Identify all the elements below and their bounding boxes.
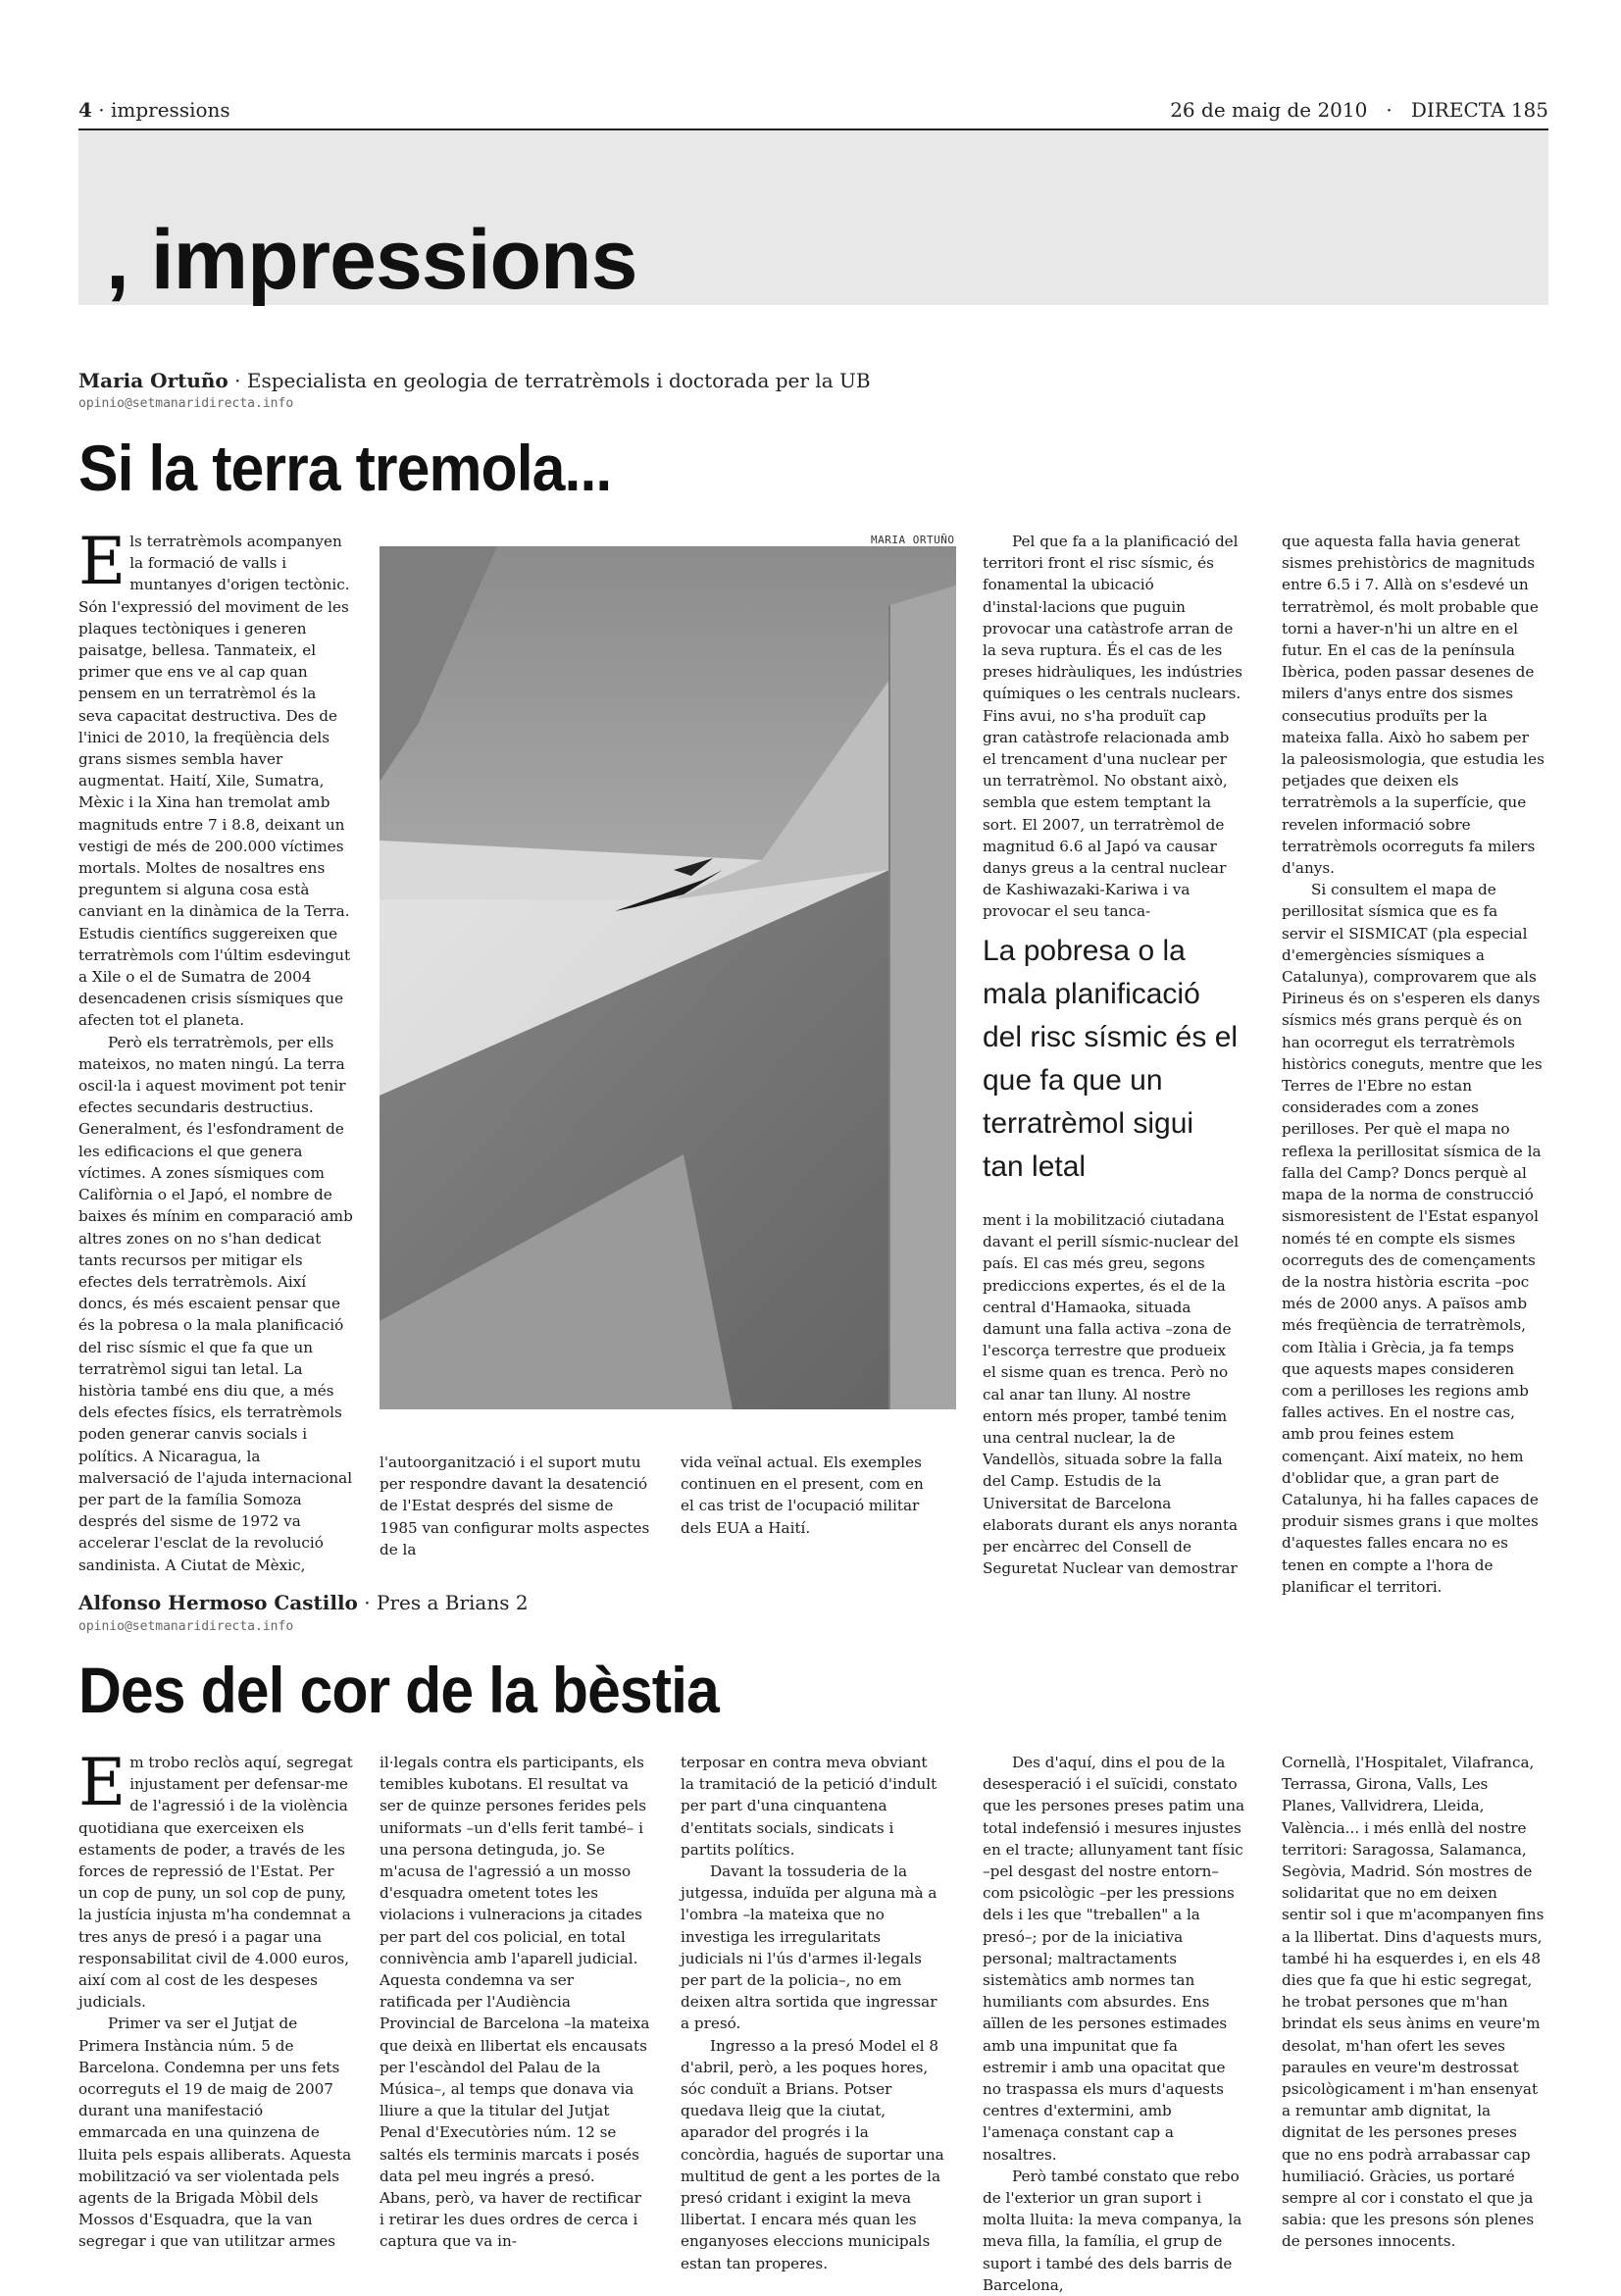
running-header-right — [1170, 98, 1548, 122]
article2-col4-paragraph-2: Però també constato que rebo de l'exterior un gran suport i molta lluita: la meva companya, la meva filla, la família, el grup de suport i també des dels barris de Barcelona, — [983, 2167, 1242, 2294]
running-header-left — [78, 98, 230, 122]
article1-author-role: Especialista en geologia de terratrèmols i doctorada per la UB — [246, 369, 871, 392]
article2-col4-paragraph-1: Des d'aquí, dins el pou de la desesperació i el suïcidi, constato que les persones preses patim una total indefensió i mesures injustes en el tracte; allunyament tant físic –pel desgast del nostre entorn– com psicològic –per les pressions dels i les que "treballen" a la presó–; por de la iniciativa personal; maltractaments sistemàtics amb normes tan humiliants com absurdes. Ens aïllen de les persones estimades amb una impunitat que fa estremir i amb una opacitat que no traspassa els murs d'aquests centres d'extermini, amb l'amenaça constant cap a nosaltres. — [983, 1754, 1245, 2164]
article2-column-2: il·legals contra els participants, els temibles kubotans. El resultat va ser de quinze persones ferides pels uniformats –un d'ells ferit també– i una persona detinguda, jo. Se m'acusa de l'agressió a un mosso d'esquadra ometent totes les violacions i vulneracions ja citades per part del cos policial, en total connivència amb l'aparell judicial. Aquesta condemna va ser ratificada per l'Audiència Provincial de Barcelona –la mateixa que deixà en llibertat els encausats per l'escàndol del Palau de la Música–, al temps que donava via lliure a que la titular del Jutjat Penal d'Executòries núm. 12 se saltés els terminis marcats i posés data pel meu ingrés a presó. Abans, però, va haver de rectificar i retirar les dues ordres de cerca i captura que va in- — [380, 1754, 650, 2251]
article1-headline: Si la terra tremola... — [78, 432, 612, 504]
article2-dropcap: E — [78, 1745, 127, 1820]
article1-column-2: l'autoorganització i el suport mutu per respondre davant la desatenció de l'Estat després del sisme de 1985 van configurar molts aspectes de la — [380, 1454, 650, 1558]
publication-name: DIRECTA 185 — [1410, 98, 1548, 122]
article1-photo — [380, 546, 956, 1409]
article2-col3-paragraph-3: Ingresso a la presó Model el 8 d'abril, però, a les poques hores, sóc conduït a Brians. Potser quedava lleig que la ciutat, aparador del progrés i la concòrdia, hagués de suportar una multitud de gent a les portes de la presó cridant i exigint la meva llibertat. I encara més quan les enganyoses eleccions municipals estan tan properes. — [681, 2036, 944, 2272]
article2-byline — [78, 1591, 529, 1614]
article2-col3-paragraph-2: Davant la tossuderia de la jutgessa, induïda per alguna mà a l'ombra –la mateixa que no investiga les irregularitats judicials ni l'ús d'armes il·legals per part de la policia–, no em deixen altra sortida que ingressar a presó. — [681, 1862, 937, 2033]
article1-column-3: vida veïnal actual. Els exemples continuen en el present, com en el cas trist de l'ocupació militar dels EUA a Haití. — [681, 1454, 924, 1537]
article1-email: opinio@setmanaridirecta.info — [78, 396, 294, 411]
photo-right-wall — [889, 586, 956, 1409]
article1-col1-paragraph-2: Però els terratrèmols, per ells mateixos, no maten ningú. La terra oscil·la i aquest moviment pot tenir efectes secundaris destructius. Generalment, és l'esfondrament de les edificacions el que genera víctimes. A zones sísmiques com Califòrnia o el Japó, el nombre de baixes és mínim en comparació amb altres zones on no s'han dedicat tants recursos per mitigar els efectes dels terratrèmols. Així doncs, és més escaient pensar que és la pobresa o la mala planificació del risc sísmic el que fa que un terratrèmol sigui tan letal. La història també ens diu que, a més dels efectes físics, els terratrèmols poden generar canvis socials i polítics. A Nicaragua, la malversació de l'ajuda internacional per part de la família Somoza després del sisme de 1972 va accelerar l'esclat de la revolució sandinista. A Ciutat de Mèxic, — [78, 1033, 353, 1574]
article1-author: Maria Ortuño — [78, 369, 228, 392]
article2-column-5: Cornellà, l'Hospitalet, Vilafranca, Terrassa, Girona, Valls, Les Planes, Vallvidrera, Lleida, València... i més enllà del nostre territori: Saragossa, Salamanca, Segòvia, Madrid. Són mostres de solidaritat que no em deixen sentir sol i que m'acompanyen fins a la llibertat. Dins d'aquests murs, també hi ha esquerdes i, en els 48 dies que fa que hi estic segregat, he trobat persones que m'han brindat els seus ànims en veure'm desolat, m'han ofert les seves paraules en veure'm destrossat psicològicament i m'han ensenyat a remuntar amb dignitat, la dignitat de les persones preses que no ens podrà arrabassar cap humiliació. Gràcies, us portaré sempre al cor i constato el que ja sabia: que les presons són plenes de persones innocents. — [1282, 1754, 1545, 2251]
article2-col1-paragraph-1: m trobo reclòs aquí, segregat injustament per defensar-me de l'agressió i de la violència quotidiana que exerceixen els estaments de poder, a través de les forces de repressió de l'Estat. Per un cop de puny, un sol cop de puny, la justícia injusta m'ha condemnat a tres anys de presó i a pagar una responsabilitat civil de 4.000 euros, així com al cost de les despeses judicials. — [78, 1754, 353, 2012]
section-title: , impressions — [106, 213, 637, 307]
article2-column-1 — [78, 1745, 353, 2253]
pull-quote: La pobresa o la mala planificació del risc sísmic és el que fa que un terratrèmol sigui tan letal — [983, 935, 1239, 1183]
page-number: 4 — [78, 98, 92, 122]
article2-author-role: Pres a Brians 2 — [376, 1591, 529, 1614]
article2-email: opinio@setmanaridirecta.info — [78, 1619, 294, 1634]
byline-separator: · — [364, 1591, 377, 1614]
article1-col5-paragraph-2: Si consultem el mapa de perillositat sísmica que es fa servir el SISMICAT (pla especial d'emergències sísmiques a Catalunya), comprovarem que als Pirineus és on s'esperen els danys sísmics més grans perquè és on han ocorregut els terratrèmols històrics coneguts, mentre que les Terres de l'Ebre no estan considerades com a zones perilloses. Per què el mapa no reflexa la perillositat sísmica de la falla del Camp? Doncs perquè al mapa de la norma de construcció sismoresistent de l'Estat espanyol només té en compte els sismes ocorreguts des de començaments de la nostra història escrita –poc més de 2000 anys. A països amb més freqüència de terratrèmols, com Itàlia i Grècia, ja fa temps que aquests mapes consideren com a perilloses les regions amb falles actives. En el nostre cas, amb prou feines estem començant. Així mateix, no hem d'oblidar que, a gran part de Catalunya, hi ha falles capaces de produir sismes grans i que moltes d'aquestes falles encara no es tenen en compte a l'hora de planificar el territori. — [1282, 881, 1543, 1596]
article1-col1-paragraph-1: ls terratrèmols acompanyen la formació de valls i muntanyes d'origen tectònic. Són l'expressió del moviment de les plaques tectòniques i generen paisatge, bellesa. Tanmateix, el primer que ens ve al cap quan pensem en un terratrèmol és la seva capacitat destructiva. Des de l'inici de 2010, la freqüència dels grans sismes sembla haver augmentat. Haití, Xile, Sumatra, Mèxic i la Xina han tremolat amb magnituds entre 7 i 8.8, deixant un vestigi de més de 200.000 víctimes mortals. Moltes de nosaltres ens preguntem si alguna cosa està canviant en la dinàmica de la Terra. Estudis científics suggereixen que terratrèmols com l'últim esdevingut a Xile o el de Sumatra de 2004 desencadenen crisis sísmiques que afecten tot el planeta. — [78, 533, 351, 1030]
article2-column-3 — [681, 1752, 945, 2274]
article1-column-4-bottom: ment i la mobilització ciutadana davant el perill sísmic-nuclear del país. El cas més greu, segons prediccions expertes, és el de la central d'Hamaoka, situada damunt una falla activa –zona de l'escorça terrestre que produeix el sisme quan es trenca. Però no cal anar tan lluny. Al nostre entorn més proper, també tenim una central nuclear, la de Vandellòs, situada sobre la falla del Camp. Estudis de la Universitat de Barcelona elaborats durant els anys noranta per encàrrec del Consell de Seguretat Nuclear van demostrar — [983, 1211, 1240, 1578]
article2-col3-paragraph-1: terposar en contra meva obviant la tramitació de la petició d'indult per part d'una cinquantena d'entitats socials, sindicats i partits polítics. — [681, 1754, 937, 1859]
article1-col4-paragraph: Pel que fa a la planificació del territori front el risc sísmic, és fonamental la ubicació d'instal·lacions que puguin provocar una catàstrofe arran de la seva ruptura. És el cas de les preses hidràuliques, les indústries químiques o les centrals nuclears. Fins avui, no s'ha produït cap gran catàstrofe relacionada amb el trencament d'una nuclear per un terratrèmol. No obstant això, sembla que estem temptant la sort. El 2007, un terratrèmol de magnitud 6.6 al Japó va causar danys greus a la central nuclear de Kashiwazaki-Kariwa i va provocar el seu tanca- — [983, 533, 1242, 921]
article1-column-4-top — [983, 531, 1242, 923]
byline-separator: · — [234, 369, 247, 392]
issue-date: 26 de maig de 2010 — [1170, 98, 1368, 122]
article1-dropcap: E — [78, 524, 127, 599]
article1-column-1 — [78, 524, 353, 1576]
article2-col1-paragraph-2: Primer va ser el Jutjat de Primera Instància núm. 5 de Barcelona. Condemna per uns fets ocorreguts el 19 de maig de 2007 durant una manifestació emmarcada en una quinzena de lluita pels espais alliberats. Aquesta mobilització va ser violentada pels agents de la Brigada Mòbil dels Mossos d'Esquadra, que la van segregar i que van utilitzar armes — [78, 2015, 352, 2251]
section-label: impressions — [111, 98, 230, 122]
article2-column-4 — [983, 1752, 1245, 2296]
article1-byline — [78, 369, 871, 392]
article1-col5-paragraph-1: que aquesta falla havia generat sismes prehistòrics de magnituds entre 6.5 i 7. Allà on s'esdevé un terratrèmol, és molt probable que torni a haver-n'hi un altre en el futur. En el cas de la península Ibèrica, poden passar desenes de milers d'anys entre dos sismes consecutius produïts per la mateixa falla. Això ho sabem per la paleosismologia, que estudia les petjades que deixen els terratrèmols a la superfície, que revelen informació sobre terratrèmols ocorreguts fa milers d'anys. — [1282, 533, 1545, 878]
header-separator: · — [98, 98, 111, 122]
photo-credit: MARIA ORTUÑO — [871, 534, 955, 546]
article2-headline: Des del cor de la bèstia — [78, 1654, 719, 1726]
header-dot: · — [1373, 98, 1405, 122]
article1-column-5 — [1282, 531, 1545, 1598]
article2-author: Alfonso Hermoso Castillo — [78, 1591, 358, 1614]
